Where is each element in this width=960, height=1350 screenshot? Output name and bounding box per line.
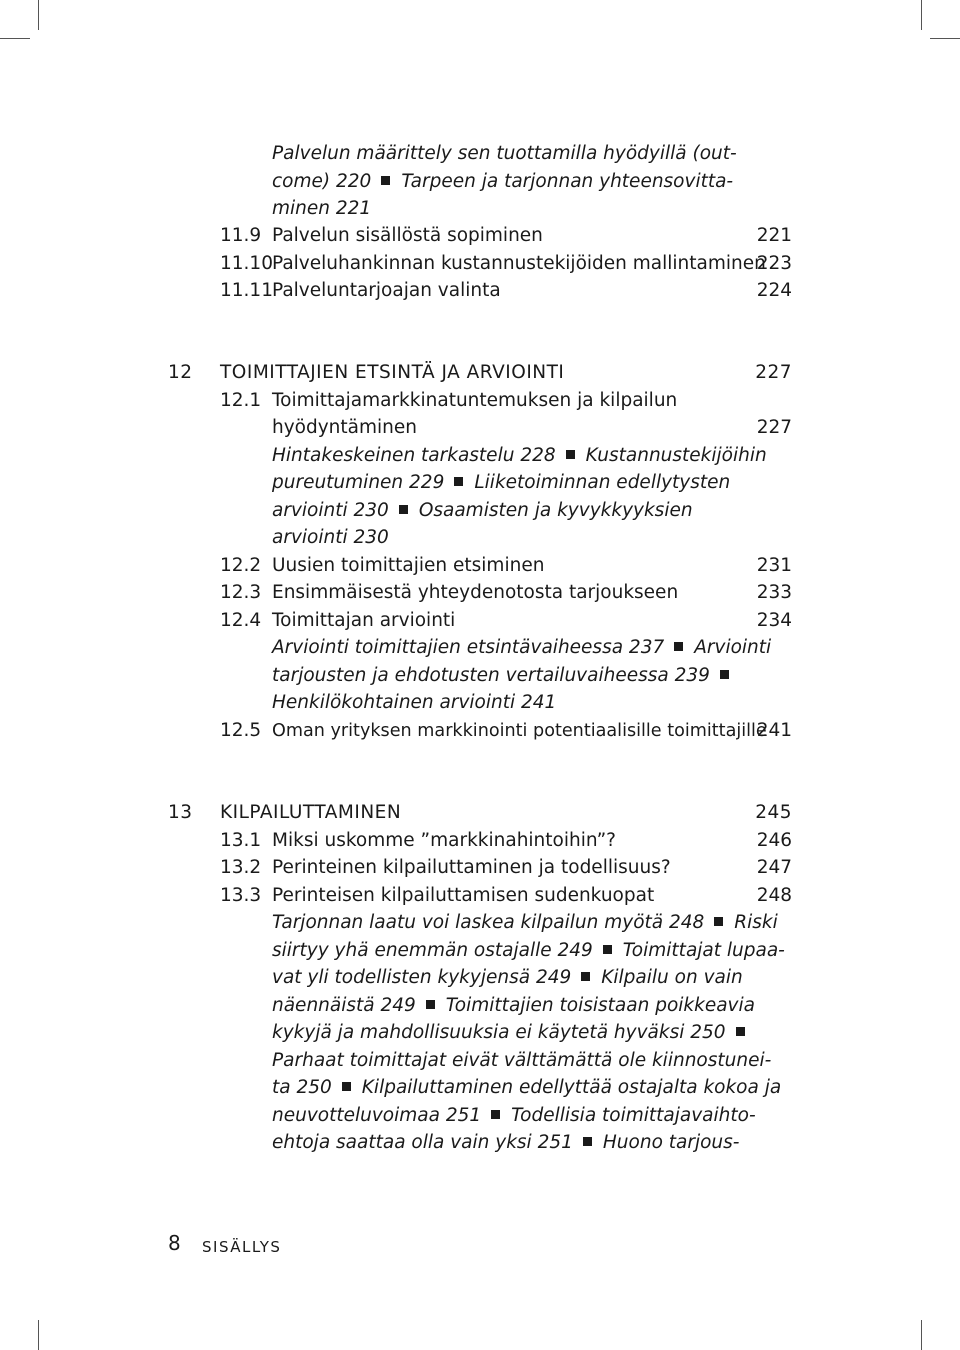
toc-subtopics-line: come) 220 Tarpeen ja tarjonnan yhteensovitta- <box>272 171 734 192</box>
chapter-number: 13 <box>168 802 193 823</box>
section-number: 13.3 <box>220 885 262 906</box>
page-ref: 227 <box>756 417 792 438</box>
bullet-square-icon <box>381 176 390 185</box>
toc-subtopics-line: Arviointi toimittajien etsintävaiheessa 237 Arviointi <box>272 637 772 658</box>
bullet-square-icon <box>714 917 723 926</box>
crop-mark-bottom-right-v <box>921 1320 922 1350</box>
section-title: Perinteinen kilpailuttaminen ja todellisuus? <box>272 857 671 878</box>
section-number: 12.4 <box>220 610 262 631</box>
toc-subtopics-line: tarjousten ja ehdotusten vertailuvaiheessa 239 <box>272 665 740 687</box>
section-number: 13.1 <box>220 830 262 851</box>
toc-subtopics-line: arviointi 230 Osaamisten ja kyvykkyyksien <box>272 500 693 521</box>
chapter-number: 12 <box>168 362 193 383</box>
page-ref: 246 <box>756 830 792 851</box>
section-title: Toimittajan arviointi <box>272 610 456 631</box>
section-title: hyödyntäminen <box>272 417 417 438</box>
crop-mark-bottom-left-v <box>38 1320 39 1350</box>
crop-mark-top-right-h <box>930 38 960 39</box>
toc-subtopics-line: vat yli todellisten kykyjensä 249 Kilpailu on vain <box>272 967 743 988</box>
page-ref: 247 <box>756 857 792 878</box>
page-ref: 241 <box>756 720 792 741</box>
page-ref: 248 <box>756 885 792 906</box>
bullet-square-icon <box>603 945 612 954</box>
section-title: Miksi uskomme ”markkinahintoihin”? <box>272 830 616 851</box>
section-title: Ensimmäisestä yhteydenotosta tarjoukseen <box>272 582 679 603</box>
section-number: 13.2 <box>220 857 262 878</box>
toc-subtopics-line: ta 250 Kilpailuttaminen edellyttää ostajalta kokoa ja <box>272 1077 782 1098</box>
crop-mark-top-right-v <box>921 0 922 30</box>
page-ref: 234 <box>756 610 792 631</box>
page-ref: 233 <box>756 582 792 603</box>
section-number: 11.11 <box>220 280 273 301</box>
section-title: Palveluntarjoajan valinta <box>272 280 501 301</box>
page-ref: 223 <box>756 253 792 274</box>
footer-running-title: SISÄLLYS <box>202 1238 282 1256</box>
section-title: Palvelun sisällöstä sopiminen <box>272 225 543 246</box>
toc-subtopics-line: Henkilökohtainen arviointi 241 <box>272 692 557 713</box>
section-title: Uusien toimittajien etsiminen <box>272 555 545 576</box>
bullet-square-icon <box>399 505 408 514</box>
bullet-square-icon <box>736 1027 745 1036</box>
bullet-square-icon <box>583 1137 592 1146</box>
toc-subtopics-line: Tarjonnan laatu voi laskea kilpailun myötä 248 Riski <box>272 912 778 933</box>
section-number: 11.10 <box>220 253 273 274</box>
bullet-square-icon <box>581 972 590 981</box>
crop-mark-top-left-v <box>38 0 39 30</box>
page-ref: 227 <box>755 362 792 383</box>
toc-subtopics-line: neuvotteluvoimaa 251 Todellisia toimittajavaihto- <box>272 1105 756 1126</box>
section-number: 12.1 <box>220 390 262 411</box>
section-number: 12.5 <box>220 720 262 741</box>
section-number: 11.9 <box>220 225 262 246</box>
bullet-square-icon <box>566 450 575 459</box>
crop-mark-top-left-h <box>0 38 30 39</box>
toc-subtopics-line: arviointi 230 <box>272 527 389 548</box>
page-ref: 224 <box>756 280 792 301</box>
toc-subtopics-line: kykyjä ja mahdollisuuksia ei käytetä hyväksi 250 <box>272 1022 756 1044</box>
bullet-square-icon <box>426 1000 435 1009</box>
section-title: Oman yrityksen markkinointi potentiaalisille toimittajille <box>272 721 767 741</box>
toc-subtopics-line: pureutuminen 229 Liiketoiminnan edellytysten <box>272 472 731 493</box>
section-number: 12.2 <box>220 555 262 576</box>
toc-subtopics-line: näennäistä 249 Toimittajien toisistaan poikkeavia <box>272 995 755 1016</box>
toc-subtopics-line: siirtyy yhä enemmän ostajalle 249 Toimittajat lupaa- <box>272 940 785 961</box>
toc-subtopics-line: Hintakeskeinen tarkastelu 228 Kustannustekijöihin <box>272 445 767 466</box>
bullet-square-icon <box>720 670 729 679</box>
toc-subtopics-line: ehtoja saattaa olla vain yksi 251 Huono tarjous- <box>272 1132 740 1153</box>
bullet-square-icon <box>674 642 683 651</box>
section-title: Toimittajamarkkinatuntemuksen ja kilpailun <box>272 390 678 411</box>
section-title: Perinteisen kilpailuttamisen sudenkuopat <box>272 885 655 906</box>
footer-page-number: 8 <box>168 1231 181 1255</box>
page-ref: 221 <box>756 225 792 246</box>
chapter-title: KILPAILUTTAMINEN <box>220 802 402 823</box>
section-title: Palveluhankinnan kustannustekijöiden mallintaminen <box>272 253 766 274</box>
toc-subtopics-line: Parhaat toimittajat eivät välttämättä ole kiinnostunei- <box>272 1050 772 1071</box>
toc-subtopics-line: minen 221 <box>272 198 372 219</box>
bullet-square-icon <box>491 1110 500 1119</box>
page-ref: 231 <box>756 555 792 576</box>
toc-subtopics-line: Palvelun määrittely sen tuottamilla hyödyillä (out- <box>272 143 737 164</box>
page-ref: 245 <box>755 802 792 823</box>
section-number: 12.3 <box>220 582 262 603</box>
bullet-square-icon <box>342 1082 351 1091</box>
bullet-square-icon <box>454 477 463 486</box>
chapter-title: TOIMITTAJIEN ETSINTÄ JA ARVIOINTI <box>220 362 565 383</box>
